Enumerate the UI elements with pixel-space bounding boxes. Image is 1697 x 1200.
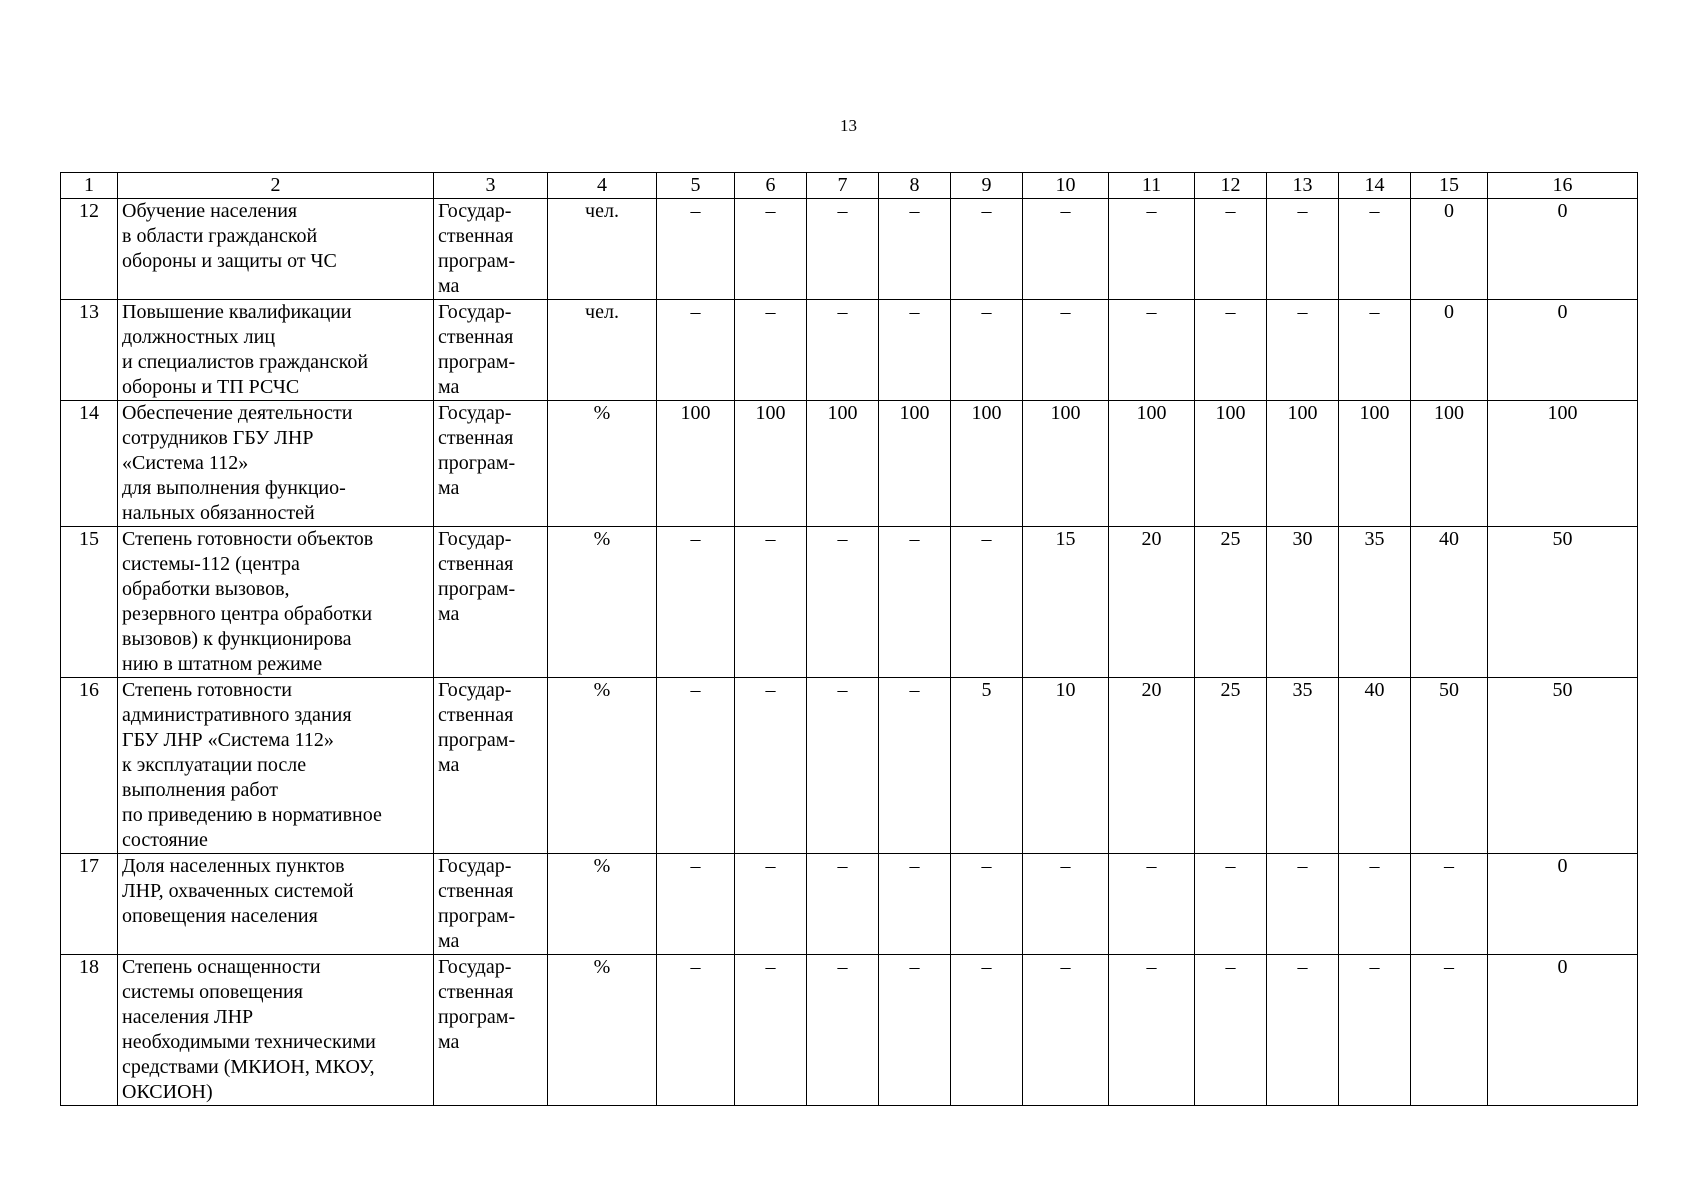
value-col-11: 20 [1109,678,1195,854]
value-col-15: 0 [1411,300,1488,401]
value-col-9: – [951,300,1023,401]
indicator-name: Степень готовности административного здания ГБУ ЛНР «Система 112» к эксплуатации после выполнения работ по приведению в нормативное состояние [118,678,434,854]
value-col-15: 100 [1411,401,1488,527]
value-col-14: – [1339,199,1411,300]
indicator-source: Государ- ственная програм- ма [434,678,548,854]
value-col-8: 100 [879,401,951,527]
value-col-16: 0 [1488,300,1638,401]
value-col-7: – [807,854,879,955]
indicators-table [60,172,1638,1106]
value-col-9: – [951,955,1023,1106]
value-col-11: – [1109,199,1195,300]
row-number: 15 [61,527,118,678]
header-cell-8: 8 [879,173,951,199]
indicator-source: Государ- ственная програм- ма [434,401,548,527]
value-col-7: – [807,199,879,300]
indicator-name: Степень готовности объектов системы-112 (центра обработки вызовов, резервного центра обработки вызовов) к функционирова нию в штатном режиме [118,527,434,678]
value-col-12: – [1195,199,1267,300]
header-cell-12: 12 [1195,173,1267,199]
header-cell-4: 4 [548,173,657,199]
value-col-6: – [735,854,807,955]
value-col-14: 100 [1339,401,1411,527]
value-col-13: 35 [1267,678,1339,854]
value-col-6: – [735,955,807,1106]
value-col-5: – [657,678,735,854]
value-col-6: – [735,527,807,678]
value-col-5: – [657,955,735,1106]
row-number: 13 [61,300,118,401]
indicator-name: Степень оснащенности системы оповещения населения ЛНР необходимыми техническими средствами (МКИОН, МКОУ, ОКСИОН) [118,955,434,1106]
header-cell-1: 1 [61,173,118,199]
value-col-7: 100 [807,401,879,527]
value-col-10: – [1023,199,1109,300]
value-col-9: – [951,854,1023,955]
value-col-16: 0 [1488,854,1638,955]
value-col-15: 40 [1411,527,1488,678]
value-col-12: 25 [1195,678,1267,854]
table-header-row [61,173,1638,199]
indicator-source: Государ- ственная програм- ма [434,300,548,401]
indicator-unit: % [548,678,657,854]
header-cell-16: 16 [1488,173,1638,199]
value-col-6: – [735,199,807,300]
value-col-12: – [1195,854,1267,955]
table-row [61,527,1638,678]
header-cell-7: 7 [807,173,879,199]
value-col-10: 10 [1023,678,1109,854]
header-cell-2: 2 [118,173,434,199]
value-col-15: – [1411,854,1488,955]
value-col-13: – [1267,955,1339,1106]
value-col-14: 40 [1339,678,1411,854]
value-col-7: – [807,300,879,401]
header-cell-9: 9 [951,173,1023,199]
value-col-10: – [1023,300,1109,401]
indicator-source: Государ- ственная програм- ма [434,199,548,300]
value-col-5: – [657,854,735,955]
value-col-16: 0 [1488,955,1638,1106]
value-col-6: – [735,300,807,401]
value-col-12: 25 [1195,527,1267,678]
value-col-13: – [1267,199,1339,300]
value-col-12: – [1195,300,1267,401]
value-col-10: 15 [1023,527,1109,678]
value-col-16: 50 [1488,678,1638,854]
table-row [61,854,1638,955]
value-col-6: 100 [735,401,807,527]
indicator-source: Государ- ственная програм- ма [434,955,548,1106]
value-col-10: – [1023,955,1109,1106]
value-col-11: 100 [1109,401,1195,527]
indicator-unit: % [548,854,657,955]
value-col-11: – [1109,955,1195,1106]
indicator-name: Доля населенных пунктов ЛНР, охваченных системой оповещения населения [118,854,434,955]
table-row [61,199,1638,300]
value-col-11: – [1109,300,1195,401]
value-col-8: – [879,678,951,854]
value-col-16: 50 [1488,527,1638,678]
row-number: 12 [61,199,118,300]
value-col-14: – [1339,955,1411,1106]
value-col-16: 0 [1488,199,1638,300]
indicator-unit: % [548,527,657,678]
indicator-unit: % [548,401,657,527]
indicator-unit: чел. [548,300,657,401]
value-col-5: 100 [657,401,735,527]
row-number: 17 [61,854,118,955]
value-col-13: 30 [1267,527,1339,678]
indicator-name: Обеспечение деятельности сотрудников ГБУ ЛНР «Система 112» для выполнения функцио- нальных обязанностей [118,401,434,527]
value-col-8: – [879,854,951,955]
value-col-8: – [879,955,951,1106]
value-col-9: – [951,199,1023,300]
header-cell-6: 6 [735,173,807,199]
indicator-name: Повышение квалификации должностных лиц и специалистов гражданской обороны и ТП РСЧС [118,300,434,401]
value-col-15: – [1411,955,1488,1106]
value-col-10: – [1023,854,1109,955]
value-col-9: 5 [951,678,1023,854]
value-col-6: – [735,678,807,854]
value-col-12: – [1195,955,1267,1106]
table-row [61,401,1638,527]
page-number: 13 [840,116,857,135]
value-col-13: – [1267,854,1339,955]
header-cell-13: 13 [1267,173,1339,199]
indicator-unit: чел. [548,199,657,300]
value-col-10: 100 [1023,401,1109,527]
row-number: 14 [61,401,118,527]
table-row [61,678,1638,854]
indicator-source: Государ- ственная програм- ма [434,527,548,678]
value-col-11: 20 [1109,527,1195,678]
value-col-7: – [807,955,879,1106]
row-number: 16 [61,678,118,854]
value-col-5: – [657,300,735,401]
table-row [61,955,1638,1106]
value-col-13: – [1267,300,1339,401]
indicator-unit: % [548,955,657,1106]
value-col-7: – [807,678,879,854]
table-row [61,300,1638,401]
indicator-source: Государ- ственная програм- ма [434,854,548,955]
indicator-name: Обучение населения в области гражданской обороны и защиты от ЧС [118,199,434,300]
header-cell-3: 3 [434,173,548,199]
value-col-8: – [879,527,951,678]
value-col-7: – [807,527,879,678]
header-cell-15: 15 [1411,173,1488,199]
header-cell-10: 10 [1023,173,1109,199]
value-col-9: – [951,527,1023,678]
header-cell-11: 11 [1109,173,1195,199]
value-col-8: – [879,300,951,401]
header-cell-5: 5 [657,173,735,199]
value-col-9: 100 [951,401,1023,527]
value-col-13: 100 [1267,401,1339,527]
header-cell-14: 14 [1339,173,1411,199]
value-col-11: – [1109,854,1195,955]
value-col-5: – [657,199,735,300]
value-col-15: 50 [1411,678,1488,854]
value-col-8: – [879,199,951,300]
value-col-15: 0 [1411,199,1488,300]
value-col-14: – [1339,854,1411,955]
value-col-14: 35 [1339,527,1411,678]
value-col-14: – [1339,300,1411,401]
value-col-12: 100 [1195,401,1267,527]
value-col-5: – [657,527,735,678]
row-number: 18 [61,955,118,1106]
value-col-16: 100 [1488,401,1638,527]
